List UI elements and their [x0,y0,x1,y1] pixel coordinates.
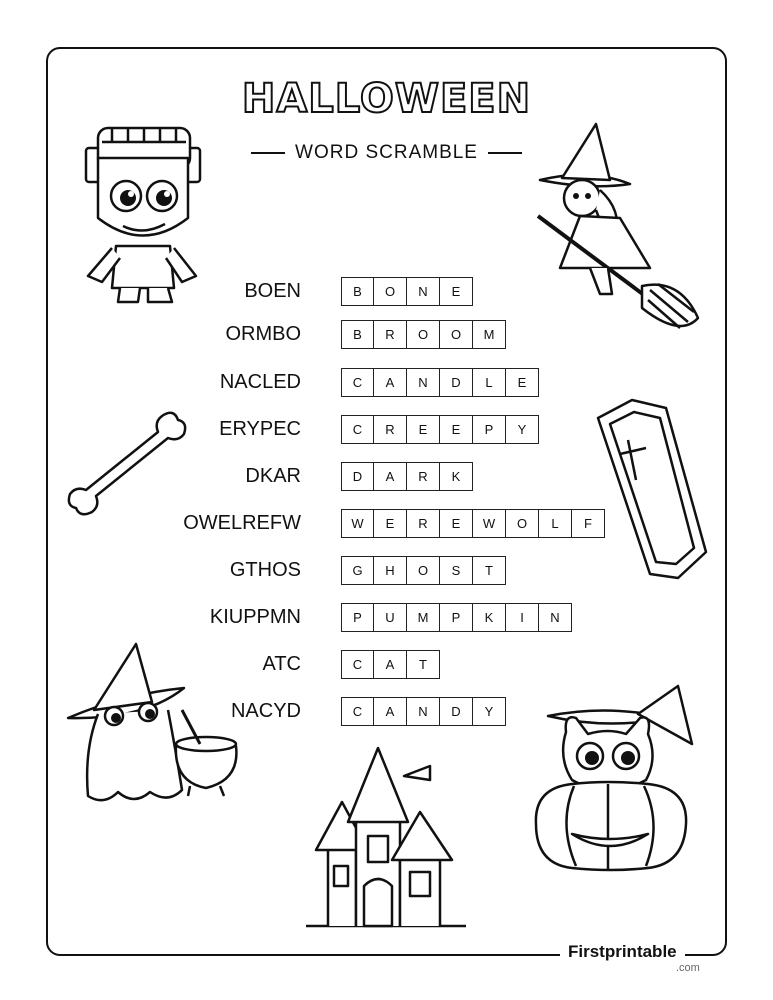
answer-letter-box[interactable]: N [539,603,572,632]
answer-letter-box[interactable]: O [440,320,473,349]
answer-letter-box[interactable]: P [473,415,506,444]
answer-boxes [341,462,473,491]
scrambled-word: ERYPEC [219,418,301,440]
answer-letter-box[interactable]: M [407,603,440,632]
answer-letter-box[interactable]: W [473,509,506,538]
answer-letter-box[interactable]: E [374,509,407,538]
coffin-illustration [592,396,710,582]
answer-letter-box[interactable]: B [341,320,374,349]
answer-letter-box[interactable]: C [341,415,374,444]
brand-logo: Firstprintable [560,942,685,962]
answer-letter-box[interactable]: M [473,320,506,349]
answer-letter-box[interactable]: W [341,509,374,538]
answer-boxes [341,603,572,632]
scrambled-word: NACLED [219,371,301,393]
bone-illustration [66,408,190,524]
scrambled-word: DKAR [245,465,301,487]
answer-boxes [341,509,605,538]
answer-letter-box[interactable]: L [539,509,572,538]
answer-boxes [341,697,506,726]
witch-on-broom-illustration [530,118,705,340]
cat-in-pumpkin-illustration [528,684,698,874]
answer-letter-box[interactable]: R [407,462,440,491]
answer-letter-box[interactable]: A [374,368,407,397]
answer-letter-box[interactable]: Y [473,697,506,726]
scrambled-word: KIUPPMN [209,606,301,628]
answer-letter-box[interactable]: P [341,603,374,632]
subtitle-right-dash [488,152,522,154]
word-row [0,603,773,633]
answer-letter-box[interactable]: T [407,650,440,679]
answer-letter-box[interactable]: O [506,509,539,538]
answer-letter-box[interactable]: O [407,556,440,585]
answer-letter-box[interactable]: C [341,368,374,397]
answer-letter-box[interactable]: A [374,697,407,726]
answer-letter-box[interactable]: F [572,509,605,538]
answer-letter-box[interactable]: E [506,368,539,397]
scrambled-word: OWELREFW [183,512,301,534]
haunted-house-illustration [300,746,470,936]
answer-boxes [341,556,506,585]
page-subtitle: WORD SCRAMBLE [295,142,478,163]
ghost-with-cauldron-illustration [64,640,244,810]
answer-letter-box[interactable]: H [374,556,407,585]
answer-letter-box[interactable]: R [374,320,407,349]
answer-boxes [341,277,473,306]
answer-letter-box[interactable]: E [440,277,473,306]
answer-letter-box[interactable]: C [341,650,374,679]
answer-letter-box[interactable]: T [473,556,506,585]
answer-letter-box[interactable]: E [440,415,473,444]
page-title: HALLOWEEN [241,76,532,122]
answer-letter-box[interactable]: D [341,462,374,491]
answer-letter-box[interactable]: O [407,320,440,349]
answer-boxes [341,368,539,397]
answer-letter-box[interactable]: U [374,603,407,632]
answer-letter-box[interactable]: P [440,603,473,632]
answer-letter-box[interactable]: L [473,368,506,397]
answer-letter-box[interactable]: R [407,509,440,538]
scrambled-word: GTHOS [229,559,301,581]
answer-letter-box[interactable]: D [440,368,473,397]
scrambled-word: ATC [262,653,301,675]
answer-boxes [341,650,440,679]
answer-boxes [341,320,506,349]
answer-letter-box[interactable]: K [440,462,473,491]
answer-letter-box[interactable]: B [341,277,374,306]
answer-letter-box[interactable]: A [374,650,407,679]
scrambled-word: BOEN [244,280,301,302]
answer-letter-box[interactable]: D [440,697,473,726]
answer-letter-box[interactable]: E [407,415,440,444]
answer-letter-box[interactable]: C [341,697,374,726]
scrambled-word: NACYD [230,700,301,722]
answer-letter-box[interactable]: G [341,556,374,585]
answer-letter-box[interactable]: K [473,603,506,632]
answer-letter-box[interactable]: Y [506,415,539,444]
answer-letter-box[interactable]: N [407,277,440,306]
answer-letter-box[interactable]: N [407,697,440,726]
scrambled-word: ORMBO [225,323,301,345]
frankenstein-monster-illustration [68,118,218,308]
answer-letter-box[interactable]: S [440,556,473,585]
word-row [0,368,773,398]
brand-domain: .com [676,962,700,974]
answer-boxes [341,415,539,444]
answer-letter-box[interactable]: R [374,415,407,444]
answer-letter-box[interactable]: A [374,462,407,491]
answer-letter-box[interactable]: N [407,368,440,397]
answer-letter-box[interactable]: O [374,277,407,306]
subtitle-left-dash [251,152,285,154]
answer-letter-box[interactable]: I [506,603,539,632]
answer-letter-box[interactable]: E [440,509,473,538]
